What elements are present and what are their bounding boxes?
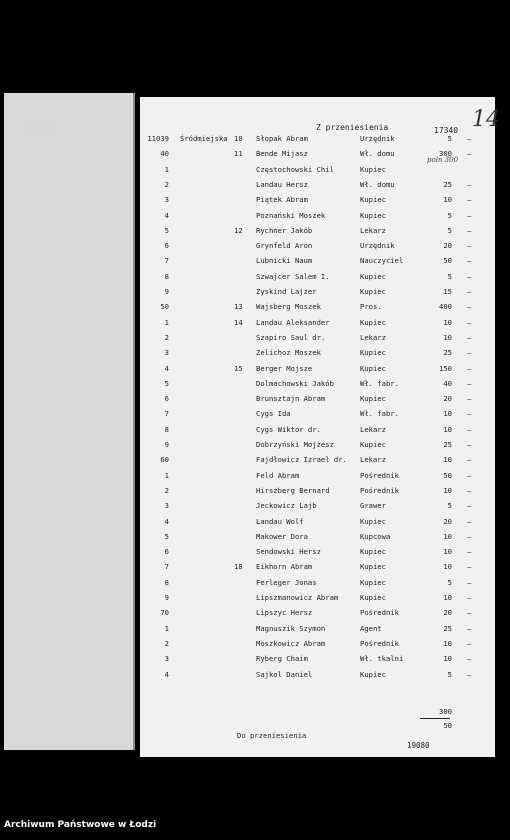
entry-number: 1 — [164, 317, 169, 327]
occupation: Kupiec — [360, 164, 386, 174]
occupation: Wł. fabr. — [360, 378, 399, 388]
amount: 10 — [443, 562, 452, 572]
person-name: Sajkol Daniel — [256, 669, 313, 679]
check-mark: — — [467, 378, 472, 388]
entry-number: 2 — [164, 332, 169, 342]
amount: 5 — [447, 134, 452, 143]
entry-number: 7 — [164, 562, 169, 572]
ledger-row — [140, 149, 495, 163]
occupation: Pros. — [360, 302, 382, 312]
house-number: 18 — [234, 562, 243, 572]
ledger-row — [140, 287, 495, 301]
amount: 5 — [447, 210, 452, 220]
amount: 10 — [443, 409, 452, 419]
person-name: Hirszberg Bernard — [256, 485, 330, 495]
occupation: Nauczyciel — [360, 256, 404, 266]
entry-number: 3 — [164, 501, 169, 511]
check-mark: — — [467, 195, 472, 205]
occupation: Kupiec — [360, 547, 386, 557]
occupation: Kupiec — [360, 317, 386, 327]
ledger-row — [140, 302, 495, 316]
entry-number: 70 — [160, 608, 169, 618]
entry-number: 3 — [164, 195, 169, 205]
occupation: Kupiec — [360, 440, 386, 449]
person-name: Magnuszik Szymon — [256, 623, 326, 633]
carry-forward-label: Do przeniesienia — [237, 731, 307, 740]
amount: 25 — [443, 179, 452, 189]
check-mark: — — [467, 394, 472, 404]
ledger-row — [140, 241, 495, 255]
amount: 10 — [443, 332, 452, 342]
ledger-row — [140, 593, 495, 607]
check-mark: — — [467, 210, 472, 220]
entry-number: 8 — [164, 424, 169, 434]
ledger-row — [140, 364, 495, 378]
ledger-row — [140, 272, 495, 286]
person-name: Landau Hersz — [256, 179, 308, 189]
ledger-row — [140, 517, 495, 531]
person-name: Piątek Abram — [256, 195, 308, 205]
person-name: Poznański Moszek — [256, 210, 326, 220]
check-mark: — — [467, 241, 472, 251]
occupation: Kupiec — [360, 363, 386, 373]
person-name: Wajsberg Moszek — [256, 302, 321, 312]
ledger-row — [140, 501, 495, 515]
house-number: 15 — [234, 363, 243, 373]
ledger-row — [140, 211, 495, 225]
check-mark: — — [467, 577, 472, 587]
person-name: Fajdłowicz Izrael dr. — [256, 455, 347, 465]
ledger-row — [140, 394, 495, 408]
entry-number: 9 — [164, 440, 169, 449]
amount: 25 — [443, 440, 452, 449]
archive-watermark: Archiwum Państwowe w Łodzi — [4, 820, 157, 830]
house-number: 12 — [234, 225, 243, 235]
occupation: Wł. domu — [360, 149, 395, 159]
entry-number: 3 — [164, 348, 169, 358]
amount: 25 — [443, 623, 452, 633]
amount: 50 — [443, 470, 452, 480]
entry-number: 9 — [164, 593, 169, 602]
check-mark: — — [467, 332, 472, 342]
amount: 10 — [443, 424, 452, 434]
occupation: Kupiec — [360, 210, 386, 220]
amount: 400 — [439, 302, 452, 312]
person-name: Cygs Ida — [256, 409, 291, 419]
entry-number: 3 — [164, 654, 169, 664]
occupation: Kupiec — [360, 195, 386, 205]
amount: 10 — [443, 638, 452, 648]
occupation: Grawer — [360, 501, 386, 511]
person-name: Zelichoz Moszek — [256, 348, 321, 358]
check-mark: — — [467, 501, 472, 511]
occupation: Pośrednik — [360, 485, 399, 495]
facing-page-bleedthrough: · · · · — [24, 125, 54, 133]
person-name: Lipszyc Hersz — [256, 608, 313, 618]
extra-amount-row — [140, 721, 495, 735]
person-name: Grynfeld Aron — [256, 241, 313, 251]
person-name: Lubnicki Naum — [256, 256, 313, 266]
check-mark: — — [467, 348, 472, 358]
entry-number: 6 — [164, 241, 169, 251]
check-mark: — — [467, 562, 472, 572]
entry-number: 8 — [164, 271, 169, 281]
entry-number: 8 — [164, 577, 169, 587]
entry-number: 5 — [164, 531, 169, 541]
check-mark: — — [467, 669, 472, 679]
ledger-row — [140, 486, 495, 500]
person-name: Eikhorn Abram — [256, 562, 313, 572]
occupation: Kupiec — [360, 287, 386, 296]
entry-number: 4 — [164, 669, 169, 679]
occupation: Urzędnik — [360, 241, 395, 251]
entry-number: 7 — [164, 409, 169, 419]
occupation: Kupiec — [360, 271, 386, 281]
check-mark: — — [467, 256, 472, 266]
entry-number: 9 — [164, 287, 169, 296]
occupation: Pośrednik — [360, 638, 399, 648]
house-number: 11 — [234, 149, 243, 159]
entry-number: 4 — [164, 363, 169, 373]
person-name: Brunsztajn Abram — [256, 394, 326, 404]
person-name: Cygs Wiktor dr. — [256, 424, 321, 434]
ledger-row — [140, 333, 495, 347]
person-name: Lipszmanowicz Abram — [256, 593, 339, 602]
check-mark: — — [467, 134, 472, 143]
ledger-row — [140, 379, 495, 393]
ledger-row — [140, 134, 495, 148]
check-mark: — — [467, 424, 472, 434]
house-number: 14 — [234, 317, 243, 327]
check-mark: — — [467, 608, 472, 618]
occupation: Lekarz — [360, 332, 386, 342]
check-mark: — — [467, 547, 472, 557]
occupation: Wł. tkalni — [360, 654, 404, 664]
entry-number: 4 — [164, 210, 169, 220]
page-number: 14 — [472, 107, 500, 132]
entry-number: 6 — [164, 394, 169, 404]
ledger-row — [140, 547, 495, 561]
occupation: Lekarz — [360, 225, 386, 235]
entry-number: 2 — [164, 179, 169, 189]
extra-amount: 300 — [439, 707, 452, 716]
person-name: Słopak Abram — [256, 134, 308, 143]
check-mark: — — [467, 654, 472, 664]
check-mark: — — [467, 485, 472, 495]
ledger-row — [140, 624, 495, 638]
check-mark: — — [467, 593, 472, 602]
house-number: 10 — [234, 134, 243, 143]
person-name: Częstochowski Chil — [256, 164, 334, 174]
person-name: Ryberg Chaim — [256, 654, 308, 664]
amount: 5 — [447, 669, 452, 679]
entry-number: 11039 — [147, 134, 169, 143]
check-mark: — — [467, 440, 472, 449]
facing-page — [4, 93, 135, 750]
amount: 40 — [443, 378, 452, 388]
amount: 10 — [443, 654, 452, 664]
occupation: Kupiec — [360, 516, 386, 526]
person-name: Zyskind Lajzer — [256, 287, 317, 296]
district: Śródmiejska — [180, 134, 228, 143]
ledger-row — [140, 256, 495, 270]
amount: 20 — [443, 516, 452, 526]
person-name: Sendowski Hersz — [256, 547, 321, 557]
check-mark: — — [467, 225, 472, 235]
occupation: Kupcowa — [360, 531, 391, 541]
occupation: Kupiec — [360, 577, 386, 587]
occupation: Wł. domu — [360, 179, 395, 189]
ledger-row — [140, 608, 495, 622]
entry-number: 50 — [160, 302, 169, 312]
entry-number: 1 — [164, 164, 169, 174]
house-number: 13 — [234, 302, 243, 312]
ledger-row — [140, 532, 495, 546]
person-name: Moszkowicz Abram — [256, 638, 326, 648]
ledger-row — [140, 165, 495, 179]
check-mark: — — [467, 470, 472, 480]
check-mark: — — [467, 516, 472, 526]
amount: 20 — [443, 394, 452, 404]
amount: 10 — [443, 593, 452, 602]
person-name: Landau Aleksander — [256, 317, 330, 327]
ledger-row — [140, 670, 495, 684]
amount: 25 — [443, 348, 452, 358]
ledger-row — [140, 226, 495, 240]
check-mark: — — [467, 455, 472, 465]
occupation: Agent — [360, 623, 382, 633]
ledger-row — [140, 654, 495, 668]
amount: 10 — [443, 195, 452, 205]
person-name: Makower Dora — [256, 531, 308, 541]
ledger-row — [140, 425, 495, 439]
ledger-row — [140, 409, 495, 423]
amount: 10 — [443, 485, 452, 495]
amount: 150 — [439, 363, 452, 373]
check-mark: — — [467, 271, 472, 281]
carried-over-total: 17340 — [434, 126, 459, 135]
check-mark: — — [467, 409, 472, 419]
occupation: Kupiec — [360, 394, 386, 404]
ledger-row — [140, 440, 495, 454]
occupation: Lekarz — [360, 424, 386, 434]
amount: 300 — [439, 149, 452, 159]
person-name: Bende Mijasz — [256, 149, 308, 159]
margin-note: poln 300 — [427, 156, 459, 164]
person-name: Jeckowicz Lajb — [256, 501, 317, 511]
entry-number: 5 — [164, 378, 169, 388]
person-name: Landau Wolf — [256, 516, 304, 526]
ledger-row — [140, 455, 495, 469]
amount: 10 — [443, 455, 452, 465]
check-mark: — — [467, 638, 472, 648]
entry-number: 7 — [164, 256, 169, 266]
person-name: Szapiro Saul dr. — [256, 332, 326, 342]
person-name: Ferleger Jonas — [256, 577, 317, 587]
check-mark: — — [467, 149, 472, 159]
sum-line — [420, 718, 450, 719]
ledger-row — [140, 318, 495, 332]
person-name: Feld Abram — [256, 470, 300, 480]
check-mark: — — [467, 179, 472, 189]
ledger-row — [140, 578, 495, 592]
amount: 5 — [447, 577, 452, 587]
check-mark: — — [467, 363, 472, 373]
ledger-row — [140, 639, 495, 653]
person-name: Rychner Jakób — [256, 225, 313, 235]
check-mark: — — [467, 531, 472, 541]
occupation: Pośrednik — [360, 470, 399, 480]
ledger-row — [140, 348, 495, 362]
check-mark: — — [467, 302, 472, 312]
ledger-row — [140, 562, 495, 576]
entry-number: 40 — [160, 149, 169, 159]
amount: 5 — [447, 271, 452, 281]
person-name: Szwajcer Salem I. — [256, 271, 330, 281]
extra-amount: 50 — [443, 721, 452, 730]
entry-number: 2 — [164, 638, 169, 648]
entry-number: 1 — [164, 470, 169, 480]
amount: 15 — [443, 287, 452, 296]
amount: 10 — [443, 317, 452, 327]
amount: 10 — [443, 531, 452, 541]
amount: 20 — [443, 241, 452, 251]
check-mark: — — [467, 317, 472, 327]
entry-number: 6 — [164, 547, 169, 557]
amount: 50 — [443, 256, 452, 266]
entry-number: 4 — [164, 516, 169, 526]
amount: 20 — [443, 608, 452, 618]
entry-number: 1 — [164, 623, 169, 633]
person-name: Dolmachowski Jakób — [256, 378, 334, 388]
ledger-row — [140, 180, 495, 194]
occupation: Lekarz — [360, 455, 386, 465]
carry-forward-total: 19080 — [407, 741, 430, 750]
entry-number: 2 — [164, 485, 169, 495]
ledger-row — [140, 195, 495, 209]
person-name: Dobrzyński Mojżesz — [256, 440, 334, 449]
ledger-row — [140, 471, 495, 485]
occupation: Pośrednik — [360, 608, 399, 618]
entry-number: 60 — [160, 455, 169, 465]
occupation: Wł. fabr. — [360, 409, 399, 419]
entry-number: 5 — [164, 225, 169, 235]
amount: 5 — [447, 501, 452, 511]
occupation: Kupiec — [360, 593, 386, 602]
check-mark: — — [467, 623, 472, 633]
carried-over-label: Z przeniesienia — [316, 123, 389, 132]
amount: 10 — [443, 547, 452, 557]
occupation: Kupiec — [360, 348, 386, 358]
occupation: Kupiec — [360, 669, 386, 679]
amount: 5 — [447, 225, 452, 235]
ledger-sheet — [140, 97, 500, 757]
person-name: Berger Mojsze — [256, 363, 313, 373]
check-mark: — — [467, 287, 472, 296]
occupation: Kupiec — [360, 562, 386, 572]
occupation: Urzędnik — [360, 134, 395, 143]
